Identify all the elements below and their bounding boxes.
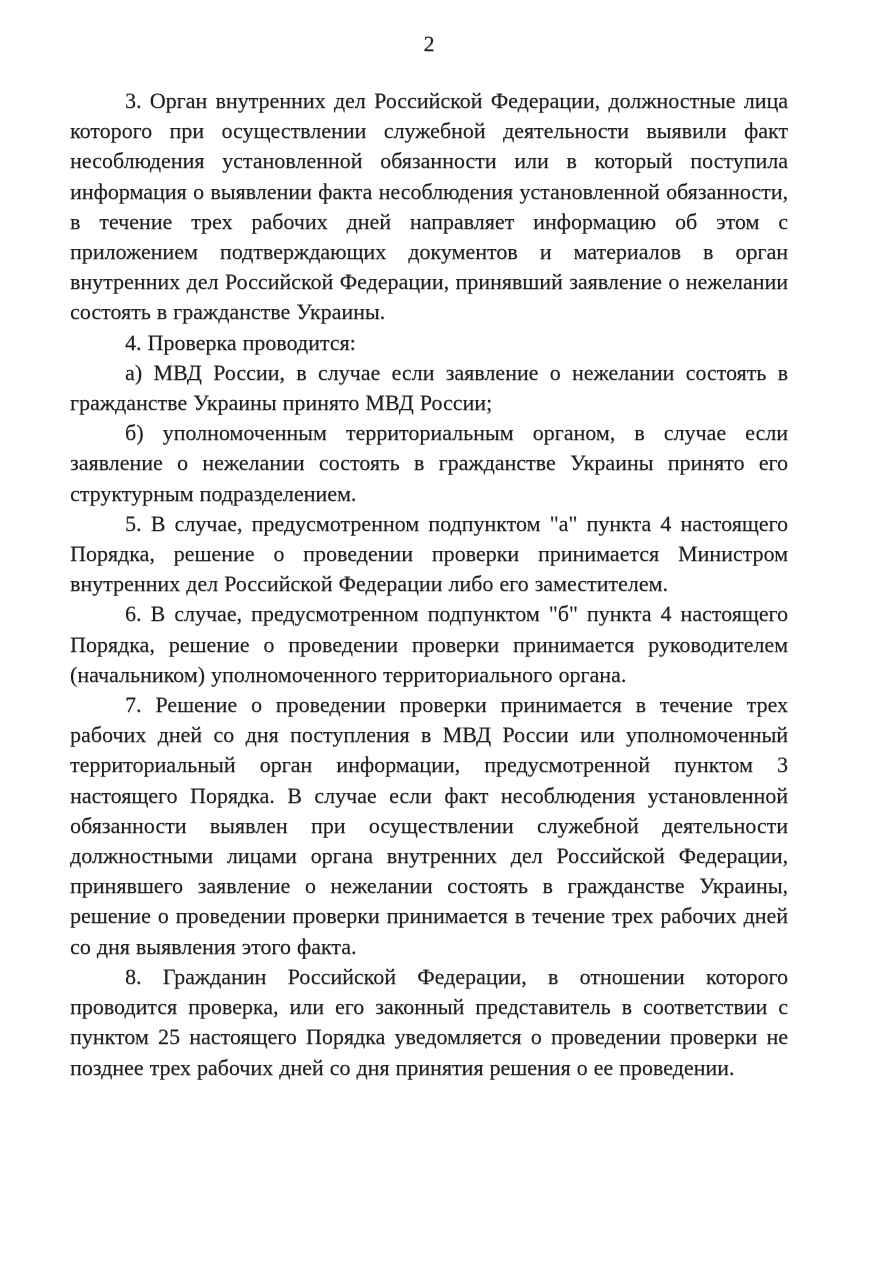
paragraph-item-6: 6. В случае, предусмотренном подпунктом "б" пункта 4 настоящего Порядка, решение о проведении проверки принимается руководителем (начальником) уполномоченного территориального органа.: [70, 601, 788, 687]
paragraph-item-4b: б) уполномоченным территориальным органом, в случае если заявление о нежелании состоять в гражданстве Украины принято его структурным подразделением.: [70, 420, 788, 506]
paragraph-item-8: 8. Гражданин Российской Федерации, в отношении которого проводится проверка, или его законный представитель в соответствии с пунктом 25 настоящего Порядка уведомляется о проведении проверки не позднее трех рабочих дней со дня принятия решения о ее проведении.: [70, 963, 788, 1080]
document-body: [70, 86, 788, 1083]
paragraph-item-4a: а) МВД России, в случае если заявление о нежелании состоять в гражданстве Украины принято МВД России;: [70, 359, 788, 416]
page-number: 2: [423, 31, 435, 56]
paragraph-item-5: 5. В случае, предусмотренном подпунктом "а" пункта 4 настоящего Порядка, решение о проведении проверки принимается Министром внутренних дел Российской Федерации либо его заместителем.: [70, 510, 788, 597]
paragraph-item-3: 3. Орган внутренних дел Российской Федерации, должностные лица которого при осуществлении служебной деятельности выявили факт несоблюдения установленной обязанности или в который поступила информация о выявлении факта несоблюдения установленной обязанности, в течение трех рабочих дней направляет информацию об этом с приложением подтверждающих документов и материалов в орган внутренних дел Российской Федерации, принявший заявление о нежелании состоять в гражданстве Украины.: [70, 88, 788, 325]
paragraph-item-4: 4. Проверка проводится:: [125, 329, 356, 355]
paragraph-item-7: 7. Решение о проведении проверки принимается в течение трех рабочих дней со дня поступления в МВД России или уполномоченный территориальный орган информации, предусмотренной пунктом 3 настоящего Порядка. В случае если факт несоблюдения установленной обязанности выявлен при осуществлении служебной деятельности должностными лицами органа внутренних дел Российской Федерации, принявшего заявление о нежелании состоять в гражданстве Украины, решение о проведении проверки принимается в течение трех рабочих дней со дня выявления этого факта.: [70, 692, 788, 959]
